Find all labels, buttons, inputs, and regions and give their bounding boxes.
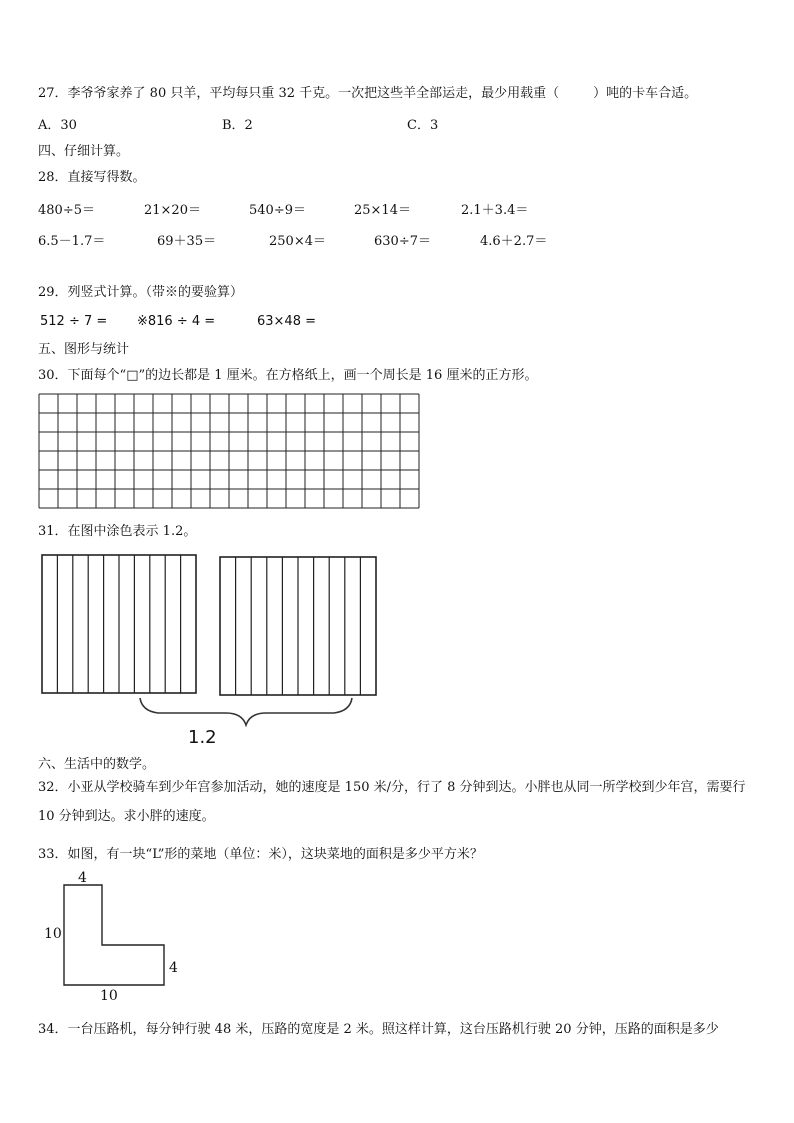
q28-item: 540÷9＝ [249,203,306,218]
q27-stem [38,82,697,101]
brace-label: 1.2 [188,727,217,748]
q27-option-c[interactable]: C．3 [407,118,439,133]
section-4-heading: 四、仔细计算。 [38,144,130,159]
q34-text: 34．一台压路机，每分钟行驶 48 米，压路的宽度是 2 米。照这样计算，这台压路机行驶 20 分钟，压路的面积是多少 [38,1022,719,1037]
l-shape-diagram [40,868,220,1008]
l-shape-right-label: 4 [169,960,178,976]
q28-item: 25×14＝ [354,203,411,218]
q29-item: 512 ÷ 7 = [40,314,108,329]
strip-block-right [220,557,376,695]
brace [140,698,352,725]
strip-block-left [42,555,196,693]
q28-item: 6.5－1.7＝ [38,234,106,249]
q30-square-grid[interactable] [39,394,419,509]
q27-text-after: ）吨的卡车合适。 [593,86,698,101]
q33-title: 33．如图，有一块“L”形的菜地（单位：米），这块菜地的面积是多少平方米？ [38,847,483,862]
l-shape-left-label: 10 [44,926,62,942]
q27-text-before: 27．李爷爷家养了 80 只羊，平均每只重 32 千克。一次把这些羊全部运走，最少用载重（ [38,86,560,101]
l-shape-bottom-label: 10 [100,988,118,1004]
l-shape-outline [64,885,164,985]
q28-item: 21×20＝ [144,203,201,218]
q28-item: 250×4＝ [269,234,326,249]
q28-item: 2.1＋3.4＝ [461,203,529,218]
section-6-heading: 六、生活中的数学。 [38,757,156,772]
q27-option-a[interactable]: A．30 [38,118,77,133]
q28-item: 480÷5＝ [38,203,95,218]
q31-title: 31．在图中涂色表示 1.2。 [38,524,197,539]
q29-item: 63×48 = [257,314,317,329]
q29-item: ※816 ÷ 4 = [137,314,216,329]
q32-text: 32．小亚从学校骑车到少年宫参加活动，她的速度是 150 米/分，行了 8 分钟到达。小胖也从同一所学校到少年宫，需要行 10 分钟到达。求小胖的速度。 [38,780,746,824]
q28-item: 69＋35＝ [157,234,217,249]
q29-title: 29．列竖式计算。（带※的要验算） [38,285,244,300]
q28-item: 4.6＋2.7＝ [480,234,548,249]
q28-title: 28．直接写得数。 [38,170,146,185]
q31-strip-figure[interactable] [40,553,390,753]
q27-option-b[interactable]: B．2 [222,118,253,133]
section-5-heading: 五、图形与统计 [38,342,130,357]
q30-title: 30．下面每个“□”的边长都是 1 厘米。在方格纸上，画一个周长是 16 厘米的正方形。 [38,368,538,383]
q28-item: 630÷7＝ [374,234,431,249]
l-shape-top-label: 4 [78,870,87,886]
